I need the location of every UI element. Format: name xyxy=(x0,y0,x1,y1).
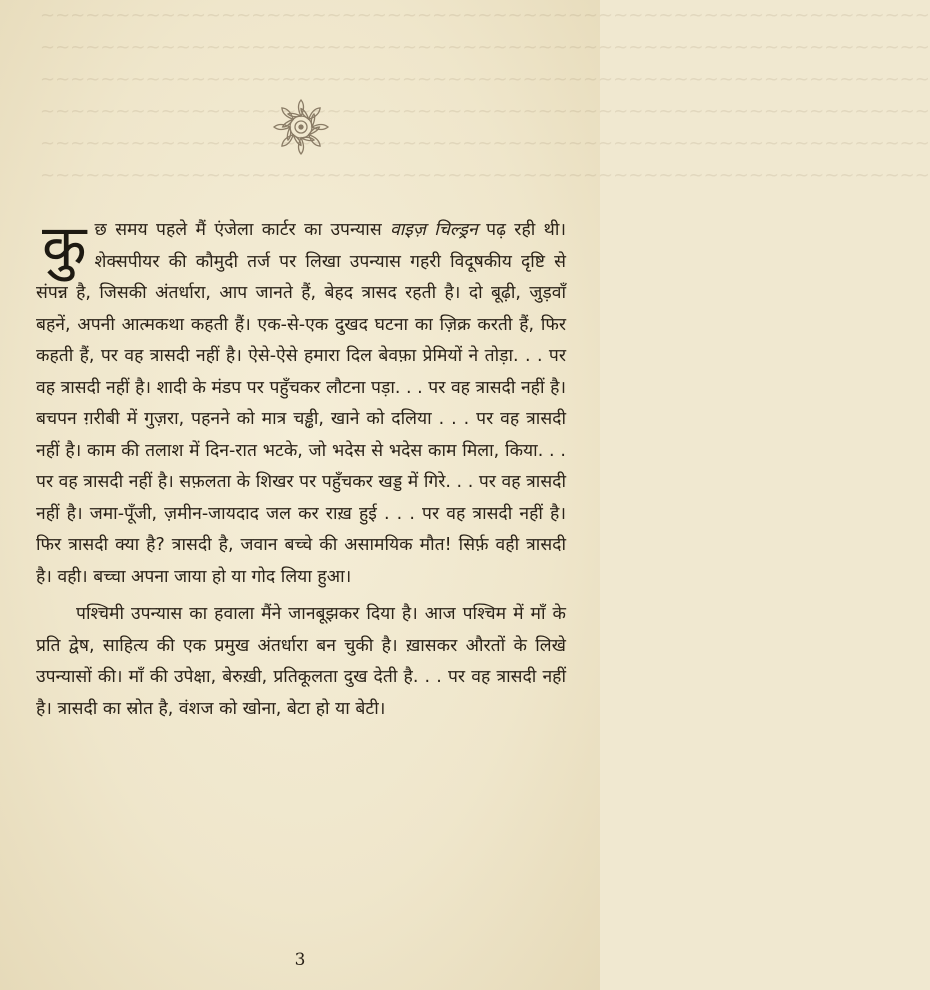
paragraph-1-body: पढ़ रही थी। शेक्सपीयर की कौमुदी तर्ज पर लिखा उपन्यास गहरी विदूषकीय दृष्टि से संपन्न है, जिसकी अंतर्धारा, आप जानते हैं, बेहद त्रासद रहती है। दो बूढ़ी, जुड़वाँ बहनें, अपनी आत्मकथा कहती हैं। एक-से-एक दुखद घटना का ज़िक्र करती हैं, फिर कहती हैं, पर वह त्रासदी नहीं है। ऐसे-ऐसे हमारा दिल बेवफ़ा प्रेमियों ने तोड़ा. . . पर वह त्रासदी नहीं है। शादी के मंडप पर पहुँचकर लौटना पड़ा. . . पर वह त्रासदी नहीं है। बचपन ग़रीबी में गुज़रा, पहनने को मात्र चड्ढी, खाने को दलिया . . . पर वह त्रासदी नहीं है। काम की तलाश में दिन-रात भटके, जो भदेस से भदेस काम मिला, किया. . . पर वह त्रासदी नहीं है। सफ़लता के शिखर पर पहुँचकर खड्ड में गिरे. . . पर वह त्रासदी नहीं है। जमा-पूँजी, ज़मीन-जायदाद जल कर राख़ हुई . . . पर वह त्रासदी नहीं है। फिर त्रासदी क्या है? त्रासदी है, जवान बच्चे की असामयिक मौत! सिर्फ़ वही त्रासदी है। वही। बच्चा अपना जाया हो या गोद लिया हुआ। xyxy=(36,220,567,587)
show-through-text: ~~~~~~~~~~~~~~~~~~~~~~~~~~~~~~~~~~~~~~~~~~~~~~~~~~~~~~~~~~~ ~~~~~~~~~~~~~~~~~~~~~~~~~~~~~~~~~~~~~~~~~~~~~~~~~~~~~~~~~~~ ~~~~~~~~~~~~~~~~~~~~~~~~~~~~~~~~~~~~~~~~~~~~~~~~~~~~~~~~~~~ ~~~~~~~~~~~~~~~~~~~~~~~~~~~~~~~~~~~~~~~~~~~~~~~~~~~~~~~~~~~ ~~~~~~~~~~~~~~~~~~~~~~~~~~~~~~~~~~~~~~~~~~~~~~~~~~~~~~~~~~~ ~~~~~~~~~~~~~~~~~~~~~~~~~~~~~~~~~~~~~~~~~~~~~~~~~~~~~~~~~~~ xyxy=(40,5,930,186)
paragraph-1-intro: छ समय पहले मैं एंजेला कार्टर का उपन्यास xyxy=(94,220,382,240)
book-title: वाइज़ चिल्ड्रन xyxy=(390,220,478,240)
paragraph-2: पश्चिमी उपन्यास का हवाला मैंने जानबूझकर दिया है। आज पश्चिम में माँ के प्रति द्वेष, साहित्य की एक प्रमुख अंतर्धारा बन चुकी है। ख़ासकर औरतों के लिखे उपन्यासों की। माँ की उपेक्षा, बेरुख़ी, प्रतिकूलता दुख देती है. . . पर वह त्रासदी नहीं है। त्रासदी का स्रोत है, वंशज को खोना, बेटा हो या बेटी। xyxy=(36,604,566,719)
page-number: 3 xyxy=(294,950,306,970)
paragraph-1 xyxy=(36,212,567,593)
drop-cap: कु xyxy=(42,212,87,280)
chapter-body xyxy=(36,212,567,743)
lotus-ornament-icon xyxy=(272,98,330,156)
